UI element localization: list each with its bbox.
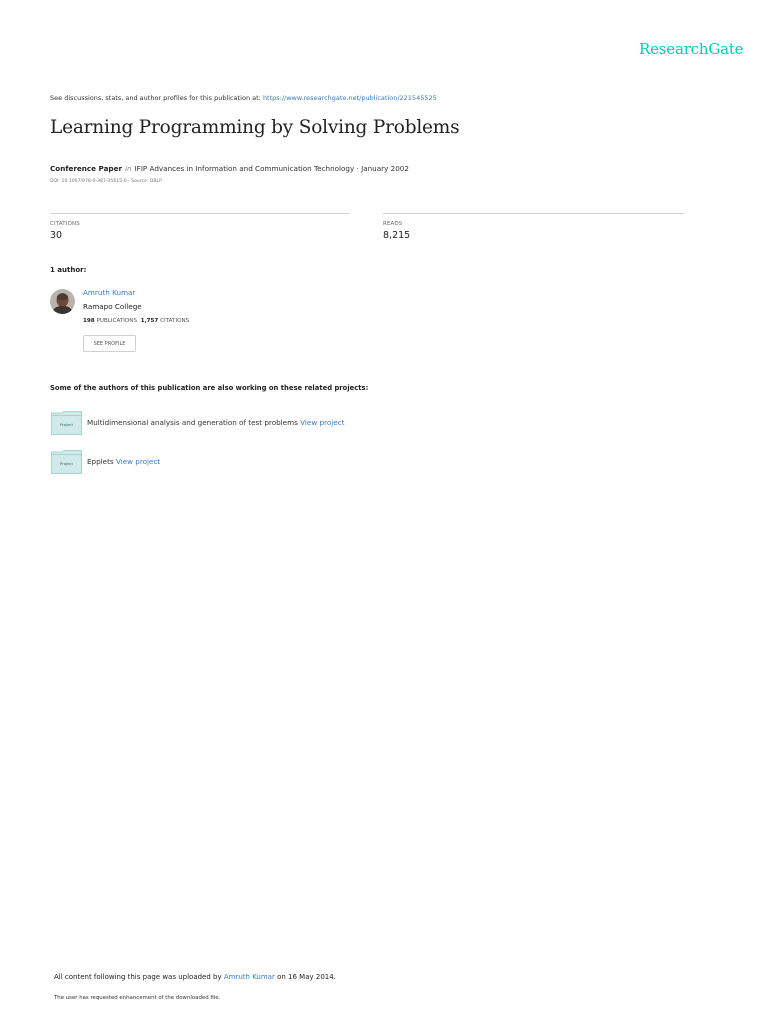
- author-citations-count: 1,757: [140, 318, 159, 324]
- upload-notice: [54, 973, 336, 981]
- view-project-link[interactable]: View project: [300, 418, 345, 427]
- project-folder-icon: [51, 450, 82, 474]
- upload-prefix: All content following this page was uploaded by: [54, 973, 222, 981]
- project-title: Epplets: [87, 457, 114, 466]
- publications-count: 198: [83, 318, 95, 324]
- author-stats: [83, 318, 189, 324]
- related-projects-heading: Some of the authors of this publication are also working on these related projects:: [50, 384, 369, 392]
- reads-label: READS: [383, 221, 403, 227]
- doi-line: DOI: 10.1007/978-0-387-35615-0 · Source: DBLP: [50, 179, 162, 184]
- reads-value: 8,215: [383, 230, 411, 241]
- project-icon-label: Project: [60, 461, 73, 466]
- avatar-photo-icon: [50, 289, 75, 314]
- author-avatar[interactable]: [50, 289, 75, 314]
- list-item: [87, 457, 160, 466]
- authors-heading: 1 author:: [50, 266, 87, 274]
- enhancement-note: The user has requested enhancement of the downloaded file.: [54, 995, 221, 1001]
- divider: [383, 213, 684, 214]
- author-citations-label: CITATIONS: [160, 318, 190, 324]
- list-item: [87, 418, 344, 427]
- publication-venue: IFIP Advances in Information and Communication Technology · January 2002: [134, 164, 409, 173]
- view-project-link[interactable]: View project: [115, 457, 161, 466]
- project-folder-icon: [51, 411, 82, 435]
- author-institution: Ramapo College: [83, 302, 142, 311]
- publication-meta: [50, 164, 409, 173]
- citations-label: CITATIONS: [50, 221, 80, 227]
- divider: [50, 213, 350, 214]
- project-title: Multidimensional analysis and generation of test problems: [87, 418, 298, 427]
- discussion-text: See discussions, stats, and author profiles for this publication at:: [50, 94, 261, 102]
- discussion-line: [50, 94, 437, 102]
- uploader-link[interactable]: Amruth Kumar: [223, 973, 275, 981]
- publication-url-link[interactable]: https://www.researchgate.net/publication/221545525: [262, 94, 437, 102]
- citations-value: 30: [50, 230, 63, 241]
- in-label: in: [125, 164, 132, 173]
- page-title: Learning Programming by Solving Problems: [50, 117, 460, 138]
- researchgate-logo[interactable]: ResearchGate: [639, 40, 744, 58]
- publication-type: Conference Paper: [50, 164, 122, 173]
- see-profile-button[interactable]: SEE PROFILE: [83, 335, 136, 352]
- project-icon-label: Project: [60, 422, 73, 427]
- publications-label: PUBLICATIONS: [96, 318, 138, 324]
- upload-suffix: on 16 May 2014.: [277, 973, 336, 981]
- author-name-link[interactable]: Amruth Kumar: [83, 288, 136, 297]
